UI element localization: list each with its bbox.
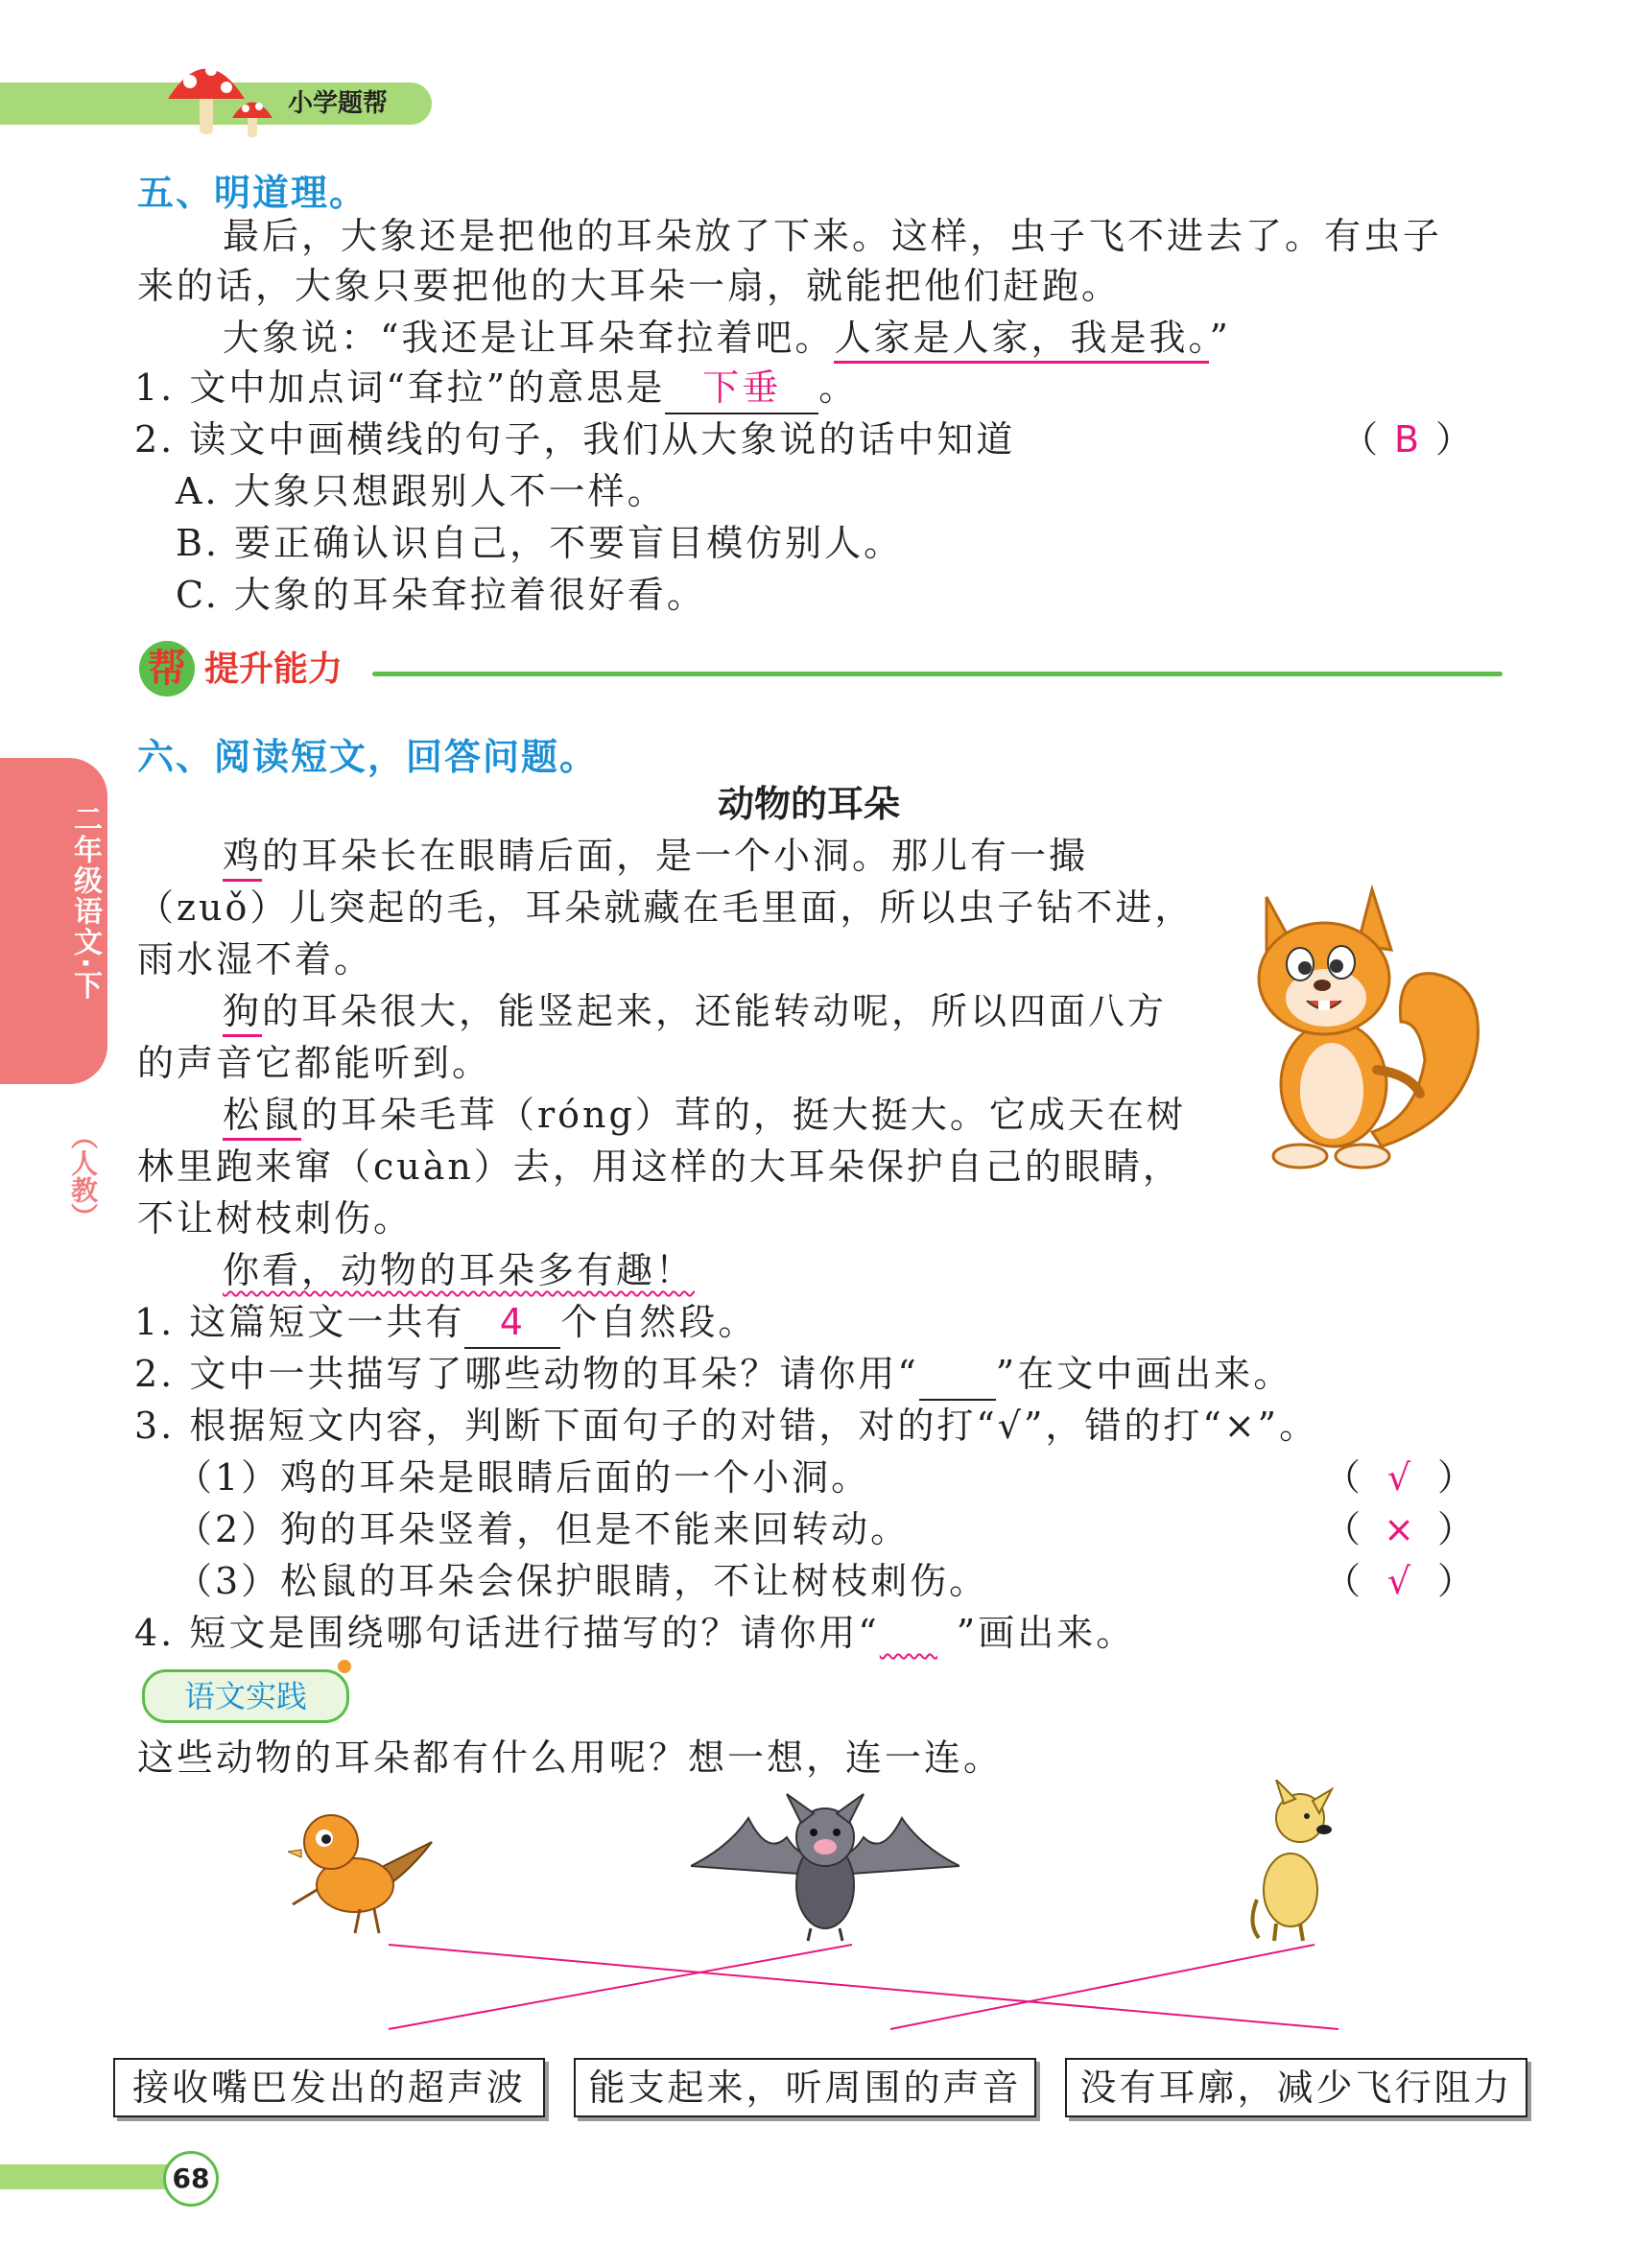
judgment-1-paren[interactable]: （ √ ）: [1324, 1453, 1497, 1502]
s6-question-2: [134, 1349, 1292, 1401]
s5-q1-answer-blank[interactable]: [665, 363, 818, 414]
article-p1-line2: （zuǒ）儿突起的毛，耳朵就藏在毛里面，所以虫子钻不进，: [137, 886, 1195, 929]
s5-question-2: 2. 读文中画横线的句子，我们从大象说的话中知道: [134, 418, 1016, 461]
brand-label: 小学题帮: [288, 89, 389, 118]
wavy-line-sample: [880, 1608, 957, 1658]
s5-q1-answer: 下垂: [702, 366, 782, 409]
underlined-sentence: 人家是人家，我是我。: [834, 317, 1209, 364]
animal-squirrel: 松鼠: [223, 1094, 301, 1141]
judgment-1-answer: √: [1386, 1456, 1411, 1499]
banner-badge: 帮: [139, 641, 195, 697]
judgment-2: （2）狗的耳朵竖着，但是不能来回转动。: [176, 1508, 911, 1550]
banner-text: 提升能力: [204, 650, 343, 689]
straight-line-sample: [919, 1349, 996, 1401]
section5-para2: [223, 313, 1231, 363]
bat-icon: [691, 1789, 959, 1943]
option-a: A. 大象只想跟别人不一样。: [176, 470, 667, 512]
matching-lines: [0, 1933, 1634, 2039]
squirrel-icon: [1228, 878, 1487, 1175]
judgment-3: （3）松鼠的耳朵会保护眼睛，不让树枝刺伤。: [176, 1560, 989, 1602]
s5-q1-prefix: 1. 文中加点词“耷拉”的意思是: [134, 366, 666, 409]
answer-box-hear[interactable]: 能支起来，听周围的声音: [574, 2058, 1036, 2117]
article-p3-line2: 林里跑来窜（cuàn）去，用这样的大耳朵保护自己的眼睛，: [137, 1146, 1182, 1188]
article-title: 动物的耳朵: [718, 783, 901, 825]
s6-q1-answer-blank[interactable]: [464, 1297, 560, 1349]
s6-q1-suffix: 个自然段。: [560, 1301, 758, 1343]
article-p1-line1: [223, 831, 1088, 881]
section5-para1-line2: 来的话，大象只要把他的大耳朵一扇，就能把他们赶跑。: [137, 265, 1122, 307]
s6-question-1: [134, 1297, 757, 1349]
article-p3-line1: [223, 1090, 1186, 1140]
practice-dot: [338, 1660, 351, 1673]
s6-q2-suffix: ”在文中画出来。: [995, 1353, 1293, 1395]
option-b: B. 要正确认识自己，不要盲目模仿别人。: [176, 522, 904, 564]
page-number: 68: [163, 2151, 219, 2207]
s6-q2-prefix: 2. 文中一共描写了哪些动物的耳朵？请你用“: [134, 1353, 919, 1395]
s5-q2-answer: B: [1393, 418, 1420, 461]
s5-question-1: [134, 363, 858, 414]
practice-prompt: 这些动物的耳朵都有什么用呢？想一想，连一连。: [137, 1736, 1004, 1779]
judgment-1: （1）鸡的耳朵是眼睛后面的一个小洞。: [176, 1456, 871, 1499]
dog-icon: [1247, 1780, 1343, 1943]
article-p4-line: [223, 1245, 695, 1295]
judgment-2-answer: ×: [1384, 1508, 1414, 1550]
article-p3-line3: 不让树枝刺伤。: [137, 1197, 414, 1240]
side-tab-edition: （人教）: [67, 1122, 99, 1230]
banner-line: [372, 672, 1503, 676]
section6-title: 六、阅读短文，回答问题。: [137, 736, 599, 778]
footer-bar: [0, 2164, 182, 2189]
mushroom-icon: [163, 53, 288, 149]
s6-q1-prefix: 1. 这篇短文一共有: [134, 1301, 465, 1343]
judgment-3-paren[interactable]: （ √ ）: [1324, 1556, 1497, 1606]
bird-icon: [288, 1794, 441, 1938]
side-tab-grade: 二年级语文·下: [68, 804, 102, 1002]
para2-prefix: 大象说：“我还是让耳朵耷拉着吧。: [223, 317, 835, 359]
para2-suffix: ”: [1209, 317, 1231, 359]
animal-dog: 狗: [223, 990, 262, 1037]
answer-box-ultrasound[interactable]: 接收嘴巴发出的超声波: [113, 2058, 545, 2117]
option-c: C. 大象的耳朵耷拉着很好看。: [176, 574, 706, 616]
s6-question-3: 3. 根据短文内容，判断下面句子的对错，对的打“√”，错的打“×”。: [134, 1405, 1319, 1447]
practice-label: 语文实践: [142, 1669, 349, 1723]
s5-q1-suffix: 。: [818, 366, 859, 409]
answer-box-no-auricle[interactable]: 没有耳廓，减少飞行阻力: [1065, 2058, 1527, 2117]
article-p2-line1: [223, 986, 1167, 1036]
p2-line1-text: 的耳朵很大，能竖起来，还能转动呢，所以四面八方: [262, 990, 1168, 1032]
s6-q1-answer: 4: [499, 1301, 526, 1343]
p3-line1-text: 的耳朵毛茸（róng）茸的，挺大挺大。它成天在树: [301, 1094, 1186, 1136]
animal-chicken: 鸡: [223, 835, 262, 882]
s6-q4-suffix: ”画出来。: [956, 1612, 1136, 1654]
s6-q4-prefix: 4. 短文是围绕哪句话进行描写的？请你用“: [134, 1612, 880, 1654]
section5-title: 五、明道理。: [137, 172, 368, 214]
s5-q2-paren[interactable]: （ B ）: [1341, 414, 1495, 464]
section5-para1-line1: 最后，大象还是把他的耳朵放了下来。这样，虫子飞不进去了。有虫子: [223, 215, 1443, 257]
judgment-2-paren[interactable]: （ × ）: [1324, 1504, 1497, 1554]
topic-sentence: 你看，动物的耳朵多有趣！: [223, 1249, 696, 1291]
judgment-3-answer: √: [1386, 1560, 1411, 1602]
article-p1-line3: 雨水湿不着。: [137, 938, 374, 980]
article-p2-line2: 的声音它都能听到。: [137, 1042, 492, 1084]
s6-question-4: [134, 1608, 1135, 1658]
p1-line1-text: 的耳朵长在眼睛后面，是一个小洞。那儿有一撮: [262, 835, 1089, 877]
